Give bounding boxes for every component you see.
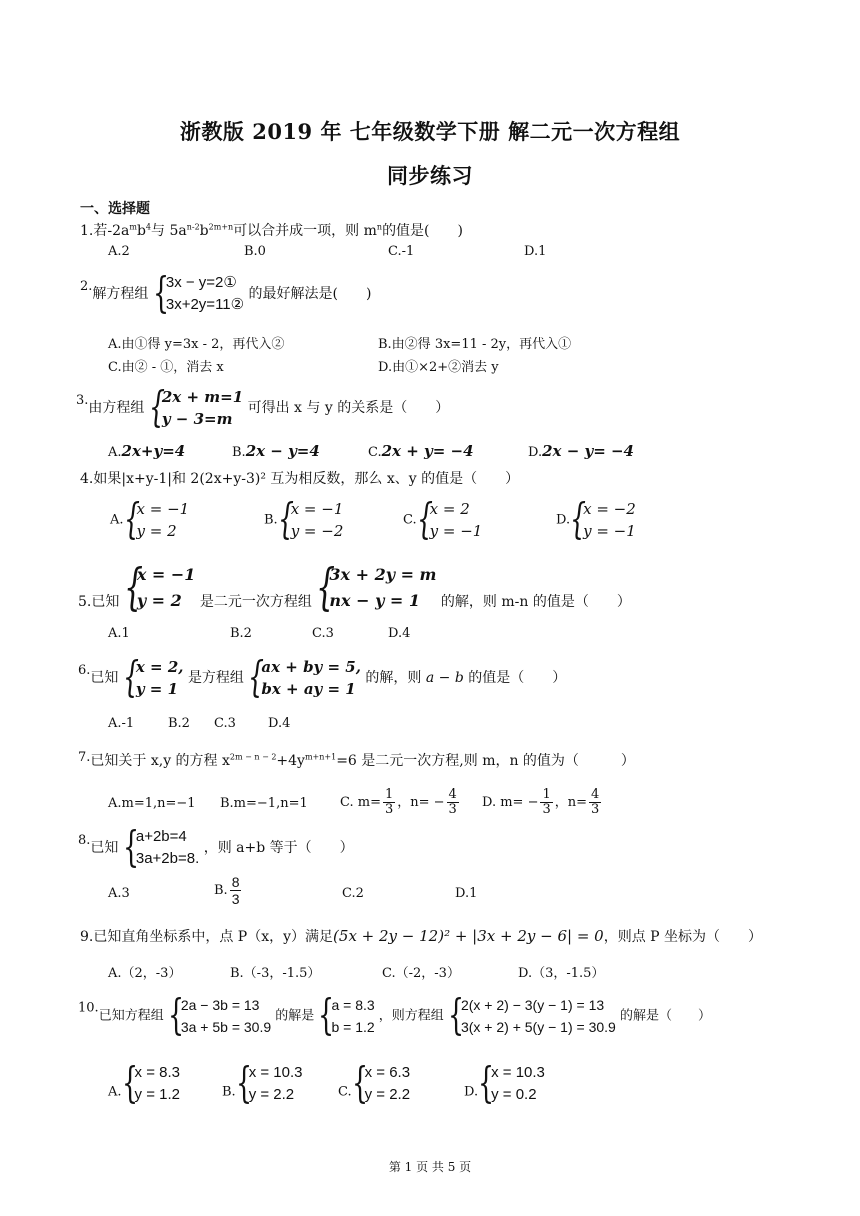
q4-option-d: D. { x = −2 y = −1: [556, 494, 636, 543]
q2-equation-system: { 3x − y=2① 3x+2y=11②: [152, 268, 245, 317]
q7-option-d: D. m= − $\frac{1}{3}$ ，n= $\frac{4}{3}$: [482, 787, 600, 817]
q3-option-a: A.2x+y=4: [108, 442, 186, 460]
q7-option-c: C. m= $\frac{1}{3}$ ，n= − $\frac{4}{3}$: [340, 787, 457, 817]
q3-option-c: C.2x + y= −4: [368, 442, 474, 460]
q9-option-d: D.（3，-1.5）: [518, 966, 605, 981]
q4-option-c: C. { x = 2 y = −1: [403, 494, 483, 543]
q8-option-b: B. $\frac{8}{3}$: [214, 874, 240, 907]
question-2: 2.解方程组 { 3x − y=2① 3x+2y=11② 的最好解法是( ): [80, 268, 372, 317]
q4-option-a: A. { x = −1 y = 2: [110, 494, 190, 543]
q6-option-b: B.2: [168, 716, 190, 731]
page-footer: 第 1 页 共 5 页: [388, 1160, 472, 1174]
q1-option-d: D.1: [524, 244, 547, 259]
section-heading: 一、选择题: [80, 201, 150, 217]
q5-option-c: C.3: [312, 626, 334, 641]
q10-option-a: A. { x = 8.3 y = 1.2: [108, 1058, 180, 1107]
q6-option-d: D.4: [268, 716, 291, 731]
q2-option-a: A.由①得 y=3x - 2，再代入②: [108, 337, 285, 352]
q8-option-c: C.2: [342, 886, 364, 901]
q5-option-a: A.1: [108, 626, 130, 641]
q1-option-a: A.2: [108, 244, 130, 259]
q2-option-b: B.由②得 3x=11 - 2y，再代入①: [378, 337, 572, 352]
q10-option-c: C. { x = 6.3 y = 2.2: [338, 1058, 411, 1107]
question-7-text: 7.已知关于 x,y 的方程 $x^{2m - n - 2}+4y^{m+n+1}=6$ 是二元一次方程,则 m，n 的值为（ ）: [78, 750, 635, 769]
q4-option-b: B. { x = −1 y = −2: [264, 494, 344, 543]
q1-option-c: C.-1: [388, 244, 415, 259]
q7-option-b: B.m=−1,n=1: [220, 796, 308, 811]
document-title: 浙教版 2019 年 七年级数学下册 解二元一次方程组: [179, 119, 681, 144]
document-subtitle: 同步练习: [387, 163, 473, 188]
question-8: 8.已知 { a+2b=4 3a+2b=8. ，则 a+b 等于（ ）: [78, 822, 354, 871]
q1-option-b: B.0: [244, 244, 266, 259]
q10-option-d: D. { x = 10.3 y = 0.2: [464, 1058, 545, 1107]
question-1-text: 1.若$-2a^mb^4$与 $5a^{n-2}b^{2m+n}$可以合并成一项，则 $m^n$的值是( ): [80, 222, 463, 239]
q9-option-a: A.（2，-3）: [108, 966, 182, 981]
question-4-text: 4.如果|x+y-1|和 2(2x+y-3)² 互为相反数，那么 x、y 的值是（ ）: [80, 471, 520, 487]
q6-option-c: C.3: [214, 716, 236, 731]
q8-option-d: D.1: [455, 886, 478, 901]
question-9-text: 9.已知直角坐标系中，点 P（x，y）满足(5x + 2y − 12)² + |3x + 2y − 6| = 0，则点 P 坐标为（ ）: [80, 927, 763, 945]
q5-option-d: D.4: [388, 626, 411, 641]
question-6: 6.已知 { x = 2, y = 1 是方程组 { ax + by = 5, bx + ay = 1 的解，则 a − b 的值是（ ）: [78, 652, 567, 701]
q3-option-b: B.2x − y=4: [232, 442, 320, 460]
q6-option-a: A.-1: [108, 716, 135, 731]
q7-option-a: A.m=1,n=−1: [108, 796, 196, 811]
q3-equation-system: { 2x + m=1 y − 3=m: [148, 382, 244, 431]
q9-option-b: B.（-3，-1.5）: [230, 966, 321, 981]
q5-option-b: B.2: [230, 626, 252, 641]
q2-option-c: C.由② - ①，消去 x: [108, 360, 224, 375]
question-10: 10.已知方程组 { 2a − 3b = 13 3a + 5b = 30.9 的解是 { a = 8.3 b = 1.2 ，则方程组 { 2(x + 2) − 3(y − 1) = 13 3(x + 2) + 5(y − 1) = 30.9 的解是（ ）: [78, 990, 711, 1039]
q2-option-d: D.由①×2+②消去 y: [378, 360, 499, 375]
q10-option-b: B. { x = 10.3 y = 2.2: [222, 1058, 303, 1107]
question-3: 3.由方程组 { 2x + m=1 y − 3=m 可得出 x 与 y 的关系是（ ）: [76, 382, 450, 431]
q9-option-c: C.（-2，-3）: [382, 966, 460, 981]
q8-option-a: A.3: [108, 886, 130, 901]
question-5: 5.已知 { x = −1 y = 2 是二元一次方程组 { 3x + 2y = m nx − y = 1 的解，则 m-n 的值是（ ）: [78, 558, 631, 616]
q3-option-d: D.2x − y= −4: [528, 442, 634, 460]
